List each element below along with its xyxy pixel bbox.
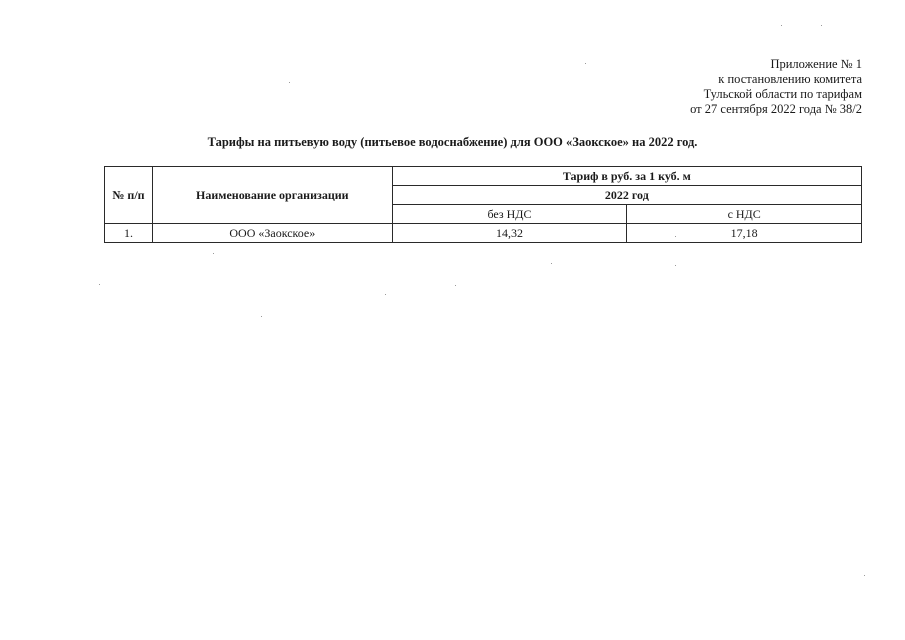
cell-number: 1. [105,224,153,243]
cell-organization: ООО «Заокское» [152,224,392,243]
tariff-table [104,166,862,243]
scan-speck [821,25,822,26]
cell-with-vat: 17,18 [627,224,862,243]
scan-speck [213,253,214,254]
scan-speck [455,285,456,286]
scan-speck [781,25,782,26]
scan-speck [385,294,386,295]
table-header-row [105,167,862,186]
header-with-vat: с НДС [627,205,862,224]
scan-speck [551,263,552,264]
scan-speck [289,82,290,83]
scan-speck [864,575,865,576]
appendix-line-1: Приложение № 1 [770,57,862,71]
cell-without-vat: 14,32 [392,224,627,243]
header-tariff: Тариф в руб. за 1 куб. м [392,167,861,186]
appendix-line-3: Тульской области по тарифам [703,87,862,101]
header-without-vat: без НДС [392,205,627,224]
header-organization: Наименование организации [152,167,392,224]
scan-speck [261,316,262,317]
scan-speck [675,265,676,266]
scan-speck [99,284,100,285]
appendix-block [690,57,862,117]
table-row [105,224,862,243]
scan-speck [675,236,676,237]
header-year: 2022 год [392,186,861,205]
appendix-line-2: к постановлению комитета [718,72,862,86]
document-title: Тарифы на питьевую воду (питьевое водоснабжение) для ООО «Заокское» на 2022 год. [207,135,698,149]
appendix-line-4: от 27 сентября 2022 года № 38/2 [690,102,862,116]
header-number: № п/п [105,167,153,224]
scan-speck [585,63,586,64]
